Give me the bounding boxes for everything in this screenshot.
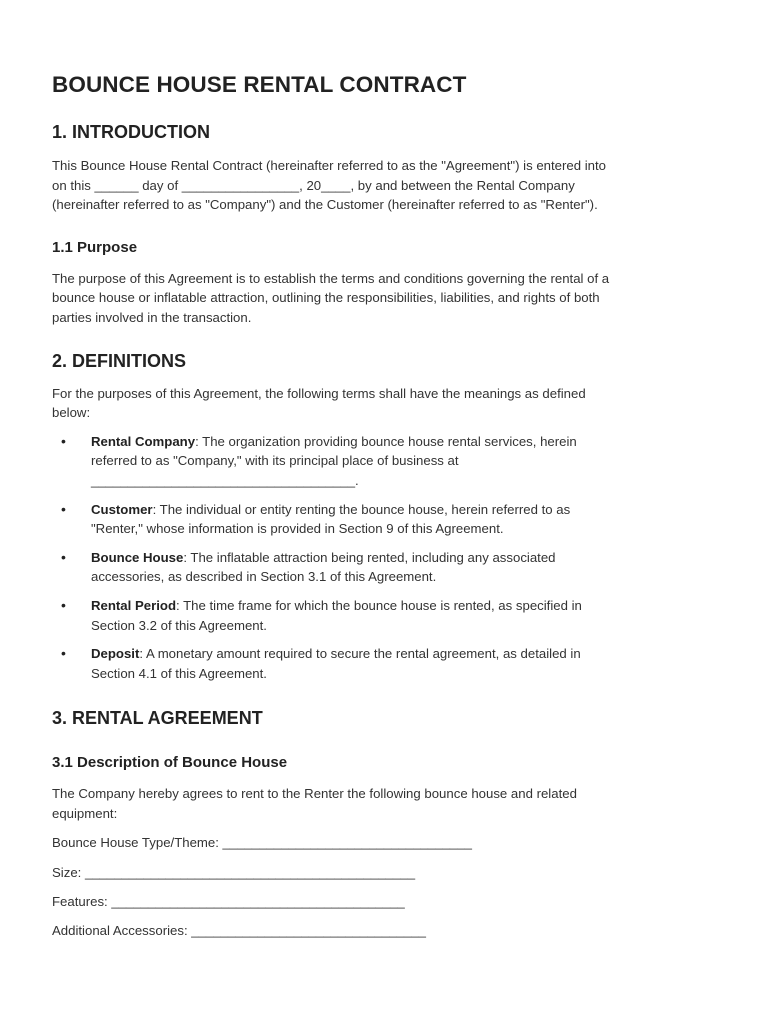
list-item [52,596,720,635]
paragraph-line: below: [52,405,91,421]
definitions-list [52,432,720,684]
field-bounce-house-type[interactable]: Bounce House Type/Theme: __________________________________ [52,835,472,851]
bullet-icon: • [61,500,66,517]
section-heading-introduction: 1. INTRODUCTION [52,122,211,142]
list-item [52,644,720,683]
list-item [52,432,720,491]
paragraph-line: bounce house or inflatable attraction, outlining the responsibilities, liabilities, and rights of both [52,290,600,306]
definition-text: ____________________________________. [91,472,359,488]
bullet-icon: • [61,548,66,565]
paragraph-line: equipment: [52,805,118,821]
definition-text: "Renter," whose information is provided in Section 9 of this Agreement. [91,521,504,537]
field-additional-accessories[interactable]: Additional Accessories: ________________________________ [52,922,426,938]
paragraph-line: This Bounce House Rental Contract (hereinafter referred to as the "Agreement") is entered into [52,158,606,173]
field-size[interactable]: Size: _____________________________________________ [52,864,416,880]
blank-fields [52,833,720,940]
paragraph-line: parties involved in the transaction. [52,309,252,325]
paragraph-line: (hereinafter referred to as "Company") and the Customer (hereinafter referred to as "Renter"). [52,197,598,213]
definition-text: : The time frame for which the bounce house is rented, as specified in [176,597,582,613]
definition-term: Deposit [91,646,140,662]
definition-text: Section 4.1 of this Agreement. [91,665,267,681]
paragraph-line: The purpose of this Agreement is to establish the terms and conditions governing the rental of a [52,270,610,286]
definition-text: : The organization providing bounce house rental services, herein [195,433,577,449]
definition-text: : The individual or entity renting the bounce house, herein referred to as [152,501,571,517]
document-title: BOUNCE HOUSE RENTAL CONTRACT [52,72,467,97]
section-heading-definitions: 2. DEFINITIONS [52,350,187,371]
description-intro [52,784,720,823]
definition-text: accessories, as described in Section 3.1 of this Agreement. [91,569,437,585]
definition-term: Rental Company [91,433,196,449]
introduction-paragraph [52,156,720,215]
document-body [52,70,720,940]
list-item [52,548,720,587]
definition-term: Customer [91,501,153,517]
definition-text: : The inflatable attraction being rented, including any associated [183,549,556,565]
subsection-heading-purpose: 1.1 Purpose [52,238,138,256]
purpose-paragraph [52,269,720,328]
paragraph-line: The Company hereby agrees to rent to the Renter the following bounce house and related [52,786,577,802]
definitions-intro [52,384,720,423]
paragraph-line: For the purposes of this Agreement, the following terms shall have the meanings as defined [52,385,586,401]
definition-text: Section 3.2 of this Agreement. [91,617,267,633]
field-features[interactable]: Features: ________________________________________ [52,893,405,909]
list-item [52,500,720,539]
bullet-icon: • [61,432,66,449]
bullet-icon: • [61,645,66,662]
definition-text: : A monetary amount required to secure the rental agreement, as detailed in [139,646,581,662]
section-heading-rental-agreement: 3. RENTAL AGREEMENT [52,708,263,729]
paragraph-line: on this ______ day of ________________, 20____, by and between the Rental Company [52,177,575,193]
definition-text: referred to as "Company," with its principal place of business at [91,453,459,469]
subsection-heading-description: 3.1 Description of Bounce House [52,754,288,772]
bullet-icon: • [61,596,66,613]
definition-term: Rental Period [91,597,177,613]
definition-term: Bounce House [91,549,184,565]
